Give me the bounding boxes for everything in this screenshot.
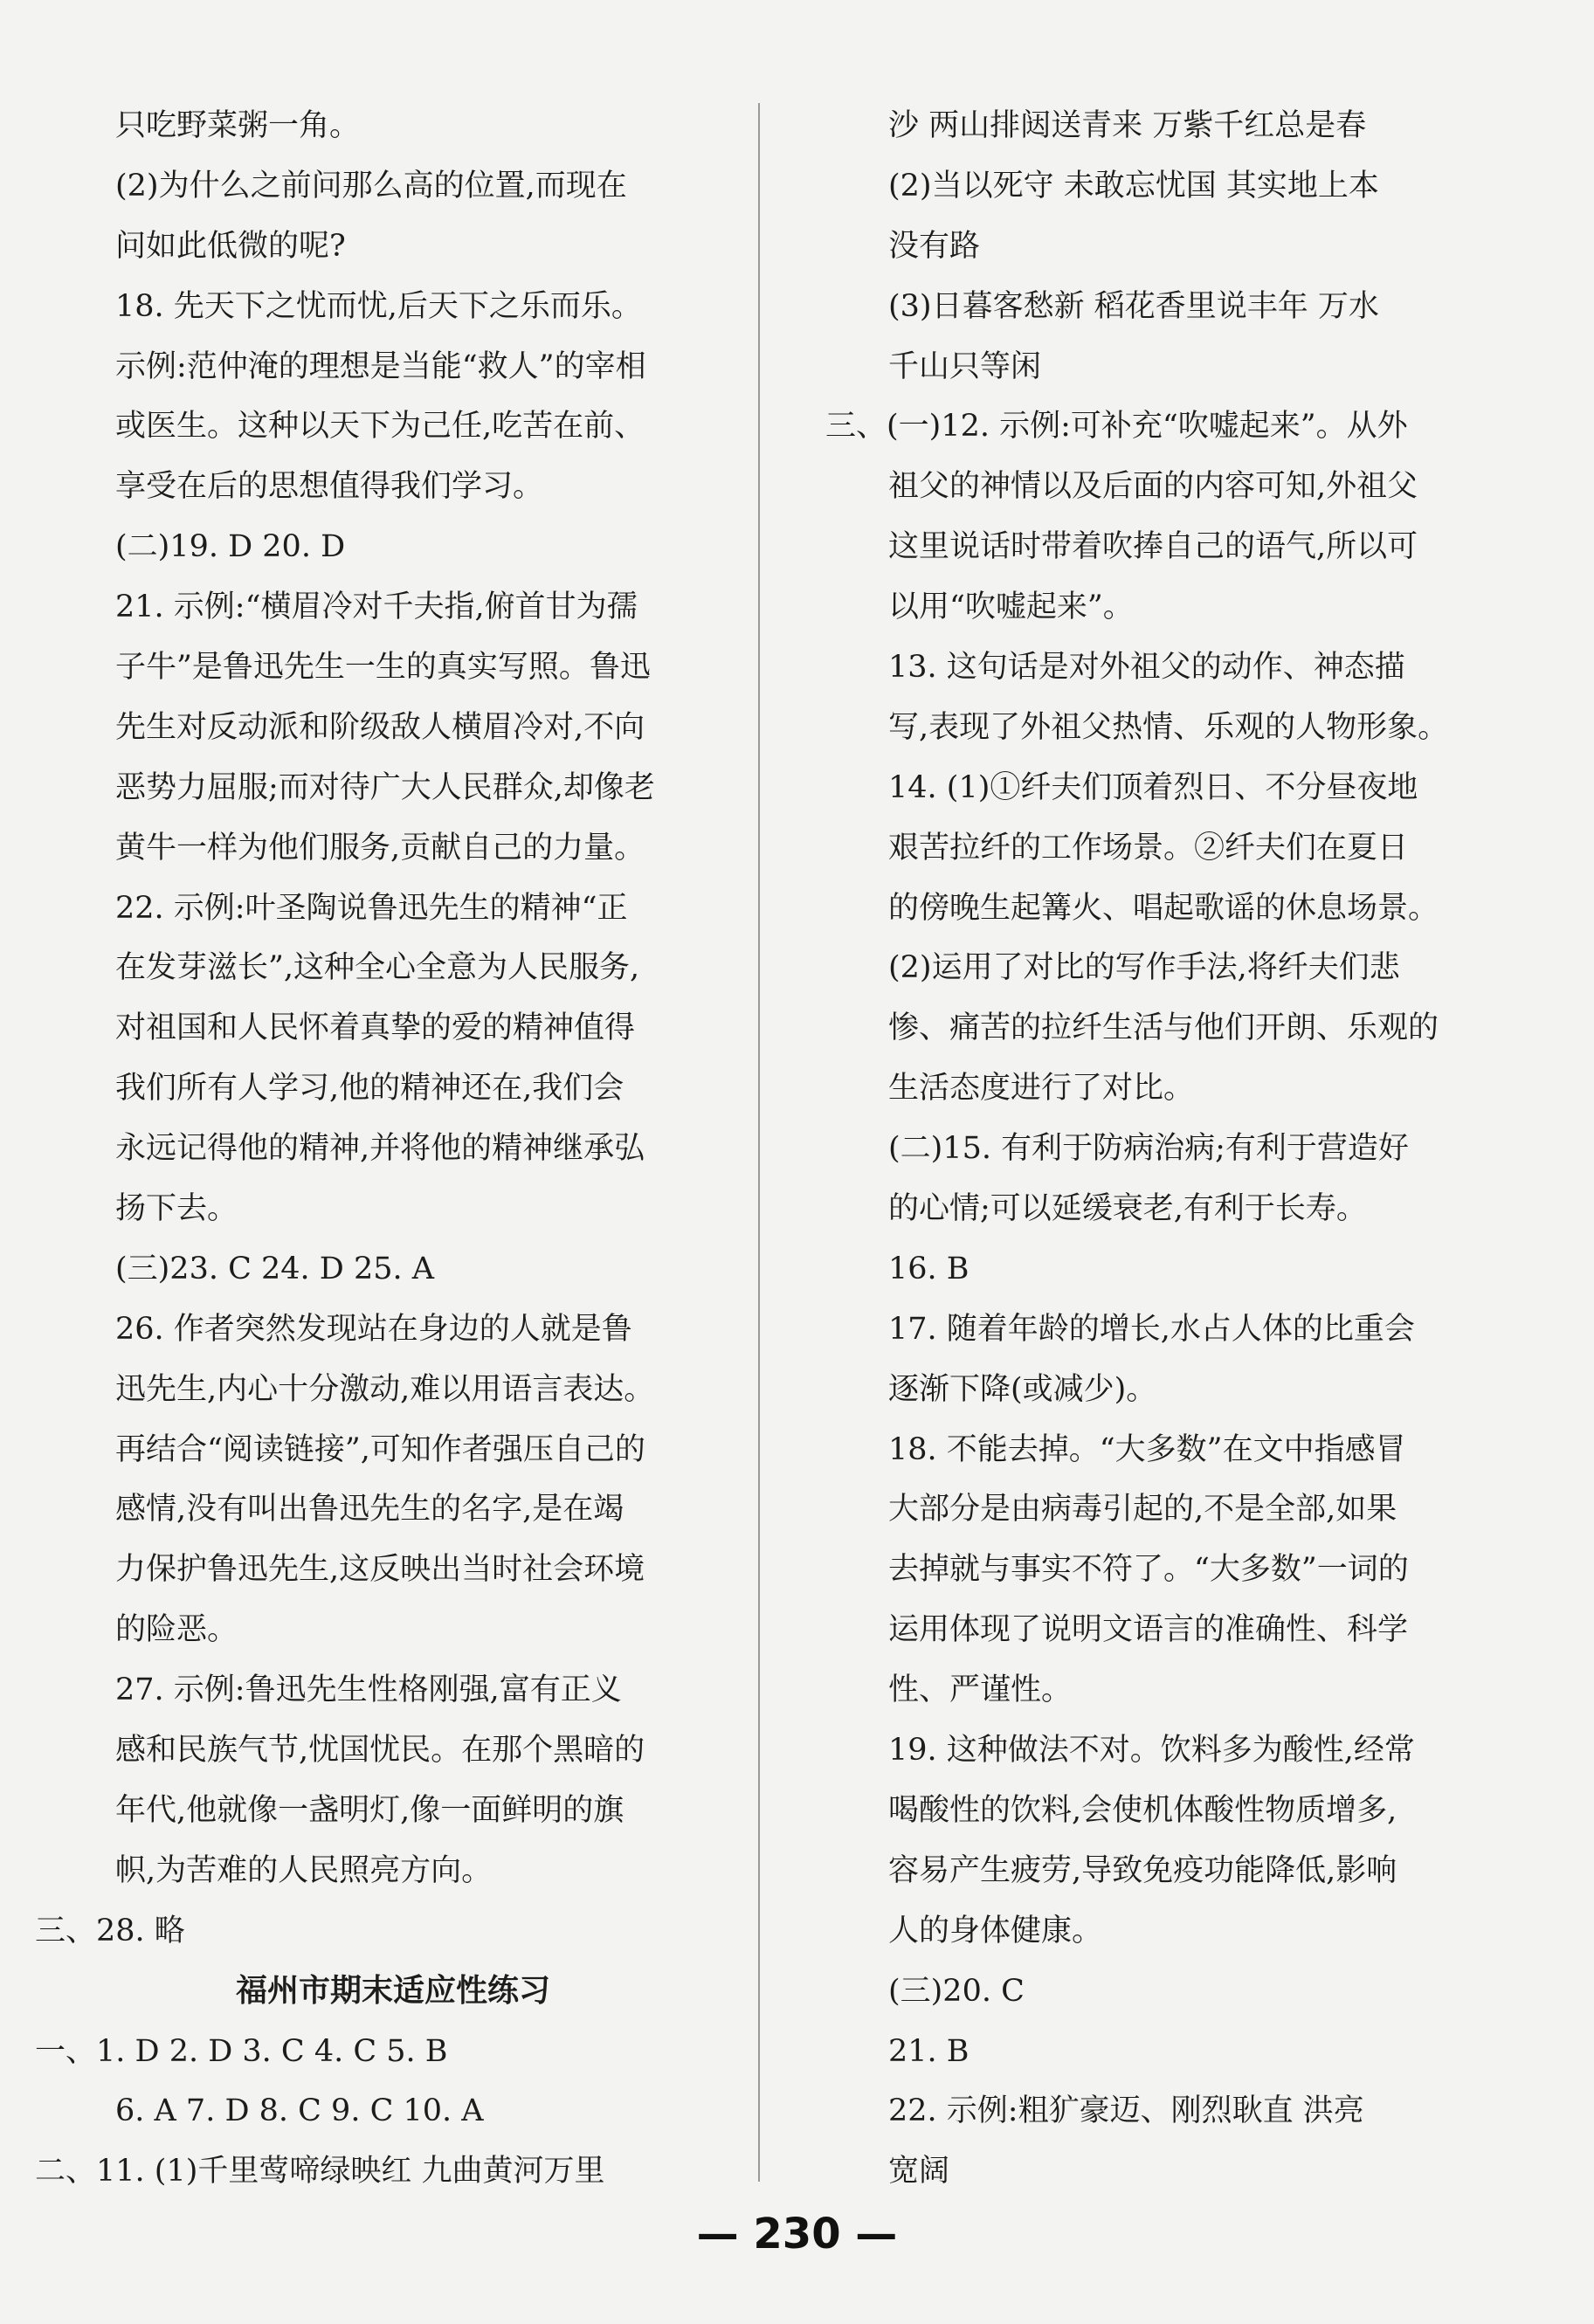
text-line: (2)运用了对比的写作手法,将纤夫们悲 <box>888 950 1400 986</box>
text-line: 示例:范仲淹的理想是当能“救人”的宰相 <box>115 348 646 384</box>
text-line: 这里说话时带着吹捧自己的语气,所以可 <box>888 529 1418 565</box>
text-line: 宽阔 <box>888 2154 950 2190</box>
text-line: 帜,为苦难的人民照亮方向。 <box>115 1852 493 1888</box>
text-line: 21. 示例:“横眉冷对千夫指,俯首甘为孺 <box>115 590 638 625</box>
section-heading: 福州市期末适应性练习 <box>235 1972 550 2009</box>
text-line: 的傍晚生起篝火、唱起歌谣的休息场景。 <box>888 890 1439 926</box>
text-line: 祖父的神情以及后面的内容可知,外祖父 <box>888 469 1418 505</box>
text-line: 的险恶。 <box>115 1612 238 1648</box>
text-line: 对祖国和人民怀着真挚的爱的精神值得 <box>115 1010 636 1046</box>
text-line: 沙 两山排闼送青来 万紫千红总是春 <box>888 108 1367 143</box>
text-line: (2)当以死守 未敢忘忧国 其实地上本 <box>888 168 1379 203</box>
text-line: 或医生。这种以天下为己任,吃苦在前、 <box>115 409 645 445</box>
left-column <box>35 96 716 2202</box>
text-line: (3)日暮客愁新 稻花香里说丰年 万水 <box>888 288 1379 324</box>
text-line: 享受在后的思想值得我们学习。 <box>115 469 544 505</box>
text-line: 在发芽滋长”,这种全心全意为人民服务, <box>115 950 640 986</box>
text-line: 只吃野菜粥一角。 <box>115 108 361 143</box>
column-divider <box>758 103 760 2182</box>
page-number-value: 230 <box>753 2210 841 2258</box>
text-line: 21. B <box>888 2033 970 2069</box>
text-line: 三、28. 略 <box>35 1913 185 1948</box>
text-line: 14. (1)①纤夫们顶着烈日、不分昼夜地 <box>888 769 1418 805</box>
text-line: 我们所有人学习,他的精神还在,我们会 <box>115 1071 624 1107</box>
text-line: (三)20. C <box>888 1973 1025 2009</box>
text-line: 逐渐下降(或减少)。 <box>888 1371 1157 1407</box>
text-line: 13. 这句话是对外祖父的动作、神态描 <box>888 650 1405 686</box>
text-line: 永远记得他的精神,并将他的精神继承弘 <box>115 1131 645 1167</box>
text-line: (2)为什么之前问那么高的位置,而现在 <box>115 168 627 203</box>
text-line: 扬下去。 <box>115 1191 238 1227</box>
text-line: 问如此低微的呢? <box>115 228 346 264</box>
text-line: 性、严谨性。 <box>888 1672 1073 1708</box>
text-line: 去掉就与事实不符了。“大多数”一词的 <box>888 1552 1409 1588</box>
text-line: 一、1. D 2. D 3. C 4. C 5. B <box>35 2033 448 2069</box>
text-line: 喝酸性的饮料,会使机体酸性物质增多, <box>888 1792 1397 1828</box>
text-line: 恶势力屈服;而对待广大人民群众,却像老 <box>115 769 655 805</box>
text-line: 二、11. (1)千里莺啼绿映红 九曲黄河万里 <box>35 2154 605 2190</box>
text-line: 22. 示例:粗犷豪迈、刚烈耿直 洪亮 <box>888 2093 1364 2129</box>
text-line: 大部分是由病毒引起的,不是全部,如果 <box>888 1492 1397 1527</box>
text-line: 没有路 <box>888 228 981 264</box>
text-line: 27. 示例:鲁迅先生性格刚强,富有正义 <box>115 1672 622 1708</box>
text-line: (二)15. 有利于防病治病;有利于营造好 <box>888 1131 1409 1167</box>
text-line: 艰苦拉纤的工作场景。②纤夫们在夏日 <box>888 830 1409 865</box>
text-line: 年代,他就像一盏明灯,像一面鲜明的旗 <box>115 1792 624 1828</box>
text-line: 感情,没有叫出鲁迅先生的名字,是在竭 <box>115 1492 624 1527</box>
text-line: 迅先生,内心十分激动,难以用语言表达。 <box>115 1371 655 1407</box>
text-line: 感和民族气节,忧国忧民。在那个黑暗的 <box>115 1733 645 1769</box>
text-line: (二)19. D 20. D <box>115 529 346 565</box>
text-line: 惨、痛苦的拉纤生活与他们开朗、乐观的 <box>888 1010 1439 1046</box>
text-line: 生活态度进行了对比。 <box>888 1071 1195 1107</box>
text-line: 以用“吹嘘起来”。 <box>888 590 1134 625</box>
text-line: 三、(一)12. 示例:可补充“吹嘘起来”。从外 <box>825 409 1408 445</box>
text-line: 子牛”是鲁迅先生一生的真实写照。鲁迅 <box>115 650 651 686</box>
text-line: 运用体现了说明文语言的准确性、科学 <box>888 1612 1409 1648</box>
text-line: 18. 先天下之忧而忧,后天下之乐而乐。 <box>115 288 642 324</box>
text-line: 先生对反动派和阶级敌人横眉冷对,不向 <box>115 709 645 745</box>
text-line: 16. B <box>888 1251 970 1286</box>
text-line: 再结合“阅读链接”,可知作者强压自己的 <box>115 1431 645 1467</box>
text-line: 容易产生疲劳,导致免疫功能降低,影响 <box>888 1852 1397 1888</box>
text-line: 千山只等闲 <box>888 348 1042 384</box>
text-line: 人的身体健康。 <box>888 1913 1103 1948</box>
page-number: — 230 — <box>696 2210 898 2258</box>
text-line: 17. 随着年龄的增长,水占人体的比重会 <box>888 1311 1415 1347</box>
text-line: 写,表现了外祖父热情、乐观的人物形象。 <box>888 709 1449 745</box>
text-line: 黄牛一样为他们服务,贡献自己的力量。 <box>115 830 645 865</box>
right-column <box>825 96 1476 2202</box>
text-line: 6. A 7. D 8. C 9. C 10. A <box>115 2093 484 2129</box>
text-line: 19. 这种做法不对。饮料多为酸性,经常 <box>888 1733 1415 1769</box>
text-line: 力保护鲁迅先生,这反映出当时社会环境 <box>115 1552 645 1588</box>
text-line: 26. 作者突然发现站在身边的人就是鲁 <box>115 1311 632 1347</box>
text-line: (三)23. C 24. D 25. A <box>115 1251 435 1286</box>
text-line: 的心情;可以延缓衰老,有利于长寿。 <box>888 1191 1367 1227</box>
text-line: 18. 不能去掉。“大多数”在文中指感冒 <box>888 1431 1406 1467</box>
text-line: 22. 示例:叶圣陶说鲁迅先生的精神“正 <box>115 890 628 926</box>
